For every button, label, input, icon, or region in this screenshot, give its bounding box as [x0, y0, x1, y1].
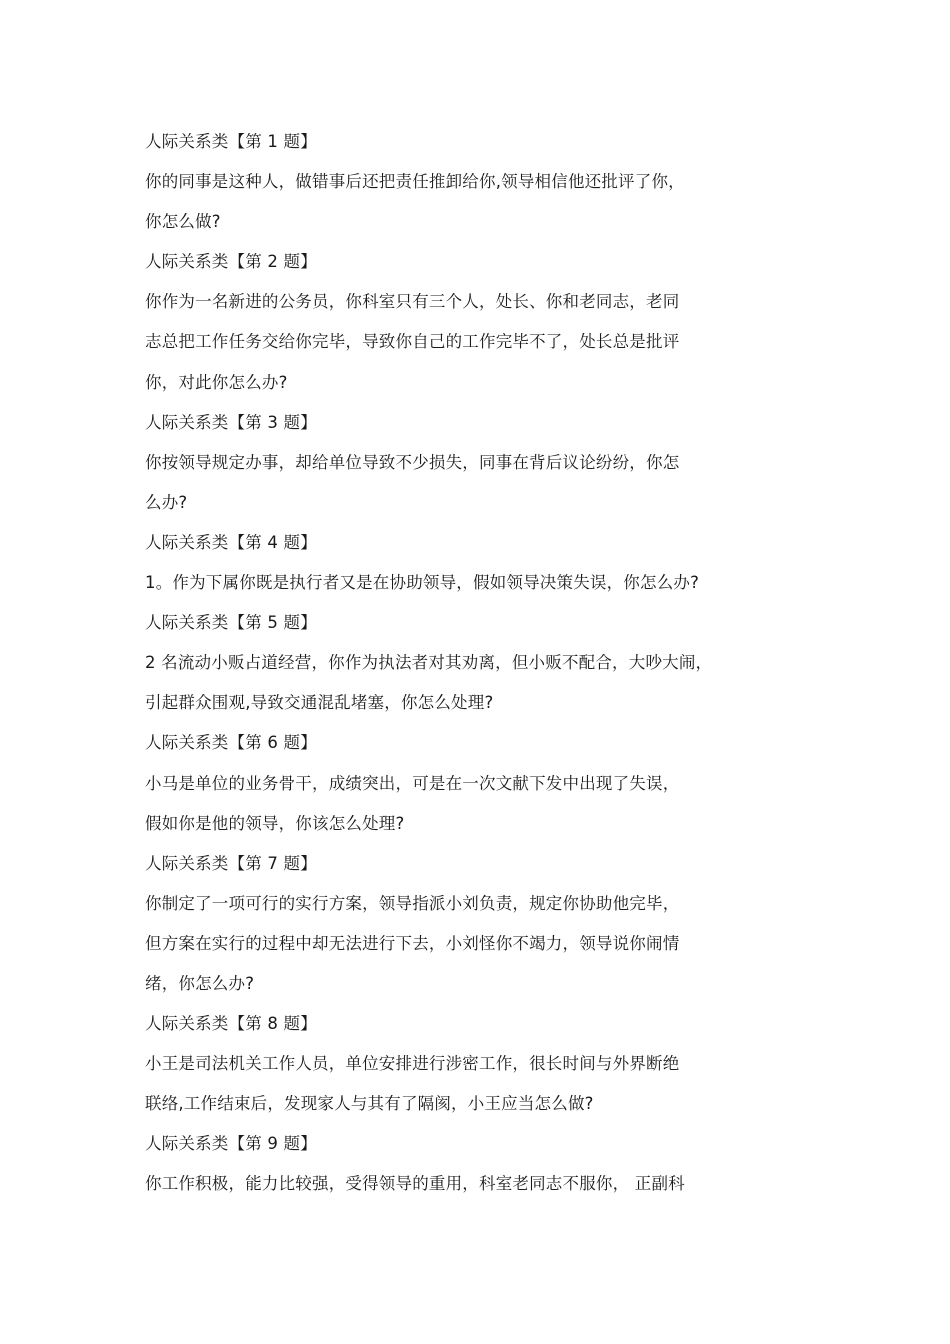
question-heading: 人际关系类【第 2 题】 [145, 252, 317, 272]
question-text-line: 你按领导规定办事，却给单位导致不少损失，同事在背后议论纷纷，你怎 [145, 452, 680, 472]
question-text-line: 你作为一名新进的公务员，你科室只有三个人，处长、你和老同志，老同 [145, 292, 680, 312]
question-text-line: 么办? [145, 492, 188, 512]
question-heading: 人际关系类【第 5 题】 [145, 613, 317, 633]
question-heading: 人际关系类【第 7 题】 [145, 853, 317, 873]
question-block [145, 603, 745, 723]
question-heading: 人际关系类【第 1 题】 [145, 132, 317, 151]
question-text-line: 你工作积极，能力比较强，受得领导的重用，科室老同志不服你， 正副科 [145, 1174, 685, 1194]
question-text-line: 假如你是他的领导，你该怎么处理? [145, 813, 405, 833]
question-text-line: 小王是司法机关工作人员，单位安排进行涉密工作，很长时间与外界断绝 [145, 1054, 680, 1074]
question-text-line: 你，对此你怎么办? [145, 372, 288, 392]
question-text-line: 引起群众围观,导致交通混乱堵塞，你怎么处理? [145, 693, 494, 713]
question-heading: 人际关系类【第 4 题】 [145, 532, 317, 552]
question-text-line: 你的同事是这种人，做错事后还把责任推卸给你,领导相信他还批评了你， [145, 172, 685, 192]
question-block [145, 403, 745, 523]
question-heading: 人际关系类【第 6 题】 [145, 733, 317, 753]
question-text-line: 志总把工作任务交给你完毕，导致你自己的工作完毕不了，处长总是批评 [145, 332, 680, 352]
question-text-line: 你怎么做? [145, 212, 221, 232]
question-block [145, 844, 745, 1004]
document-body [145, 122, 745, 1205]
question-block [145, 1124, 745, 1204]
question-heading: 人际关系类【第 8 题】 [145, 1014, 317, 1034]
question-text-line: 但方案在实行的过程中却无法进行下去，小刘怪你不竭力，领导说你闹情 [145, 933, 680, 953]
question-text-line: 小马是单位的业务骨干，成绩突出，可是在一次文献下发中出现了失误， [145, 773, 680, 793]
question-text-line: 1。作为下属你既是执行者又是在协助领导，假如领导决策失误，你怎么办? [145, 573, 700, 593]
question-block [145, 723, 745, 843]
question-block [145, 242, 745, 402]
question-heading: 人际关系类【第 3 题】 [145, 412, 317, 432]
question-text-line: 绪，你怎么办? [145, 973, 255, 993]
question-text-line: 2 名流动小贩占道经营，你作为执法者对其劝离，但小贩不配合，大吵大闹， [145, 653, 713, 673]
question-text-line: 你制定了一项可行的实行方案，领导指派小刘负责，规定你协助他完毕， [145, 893, 680, 913]
question-block [145, 122, 745, 242]
question-text-line: 联络,工作结束后，发现家人与其有了隔阂，小王应当怎么做? [145, 1094, 594, 1114]
question-block [145, 1004, 745, 1124]
question-block [145, 523, 745, 603]
question-heading: 人际关系类【第 9 题】 [145, 1134, 317, 1154]
